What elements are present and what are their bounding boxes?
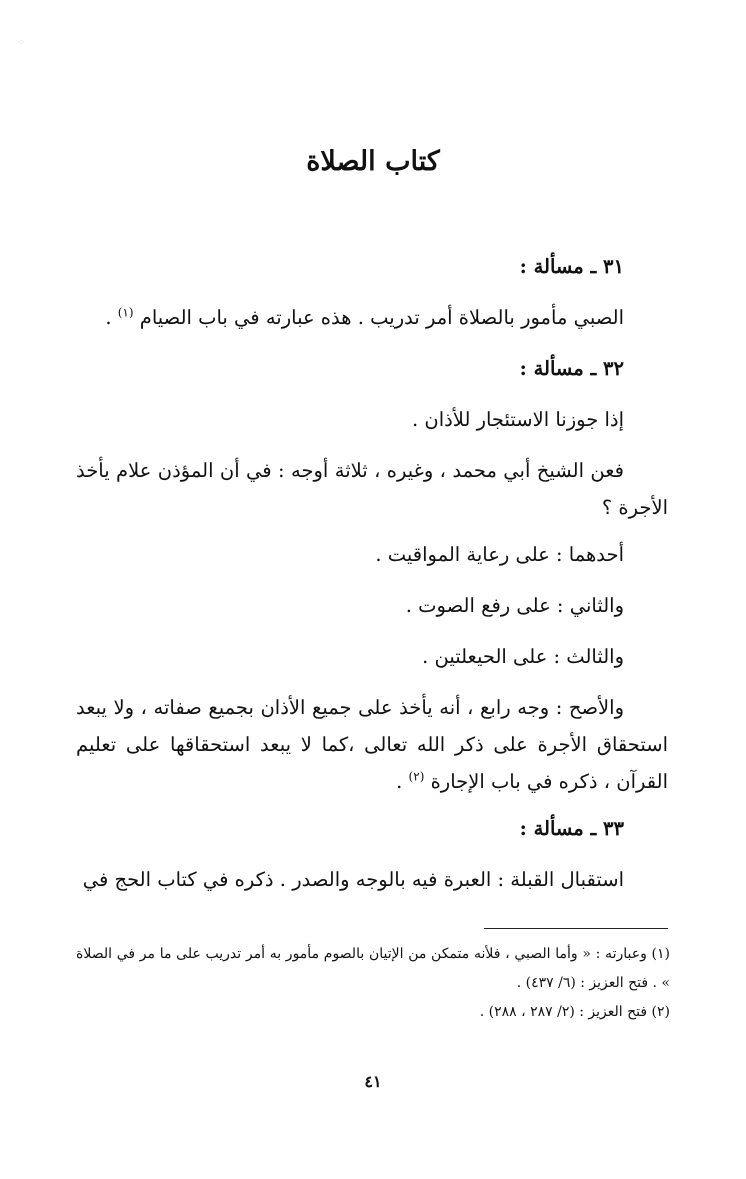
issue-31-heading: ٣١ ـ مسألة : xyxy=(519,255,624,278)
issue-31-text xyxy=(76,299,668,336)
issue-32-paragraph-5: والثالث : على الحيعلتين . xyxy=(422,645,624,668)
issue-33-heading: ٣٣ ـ مسألة : xyxy=(519,817,624,840)
footnote-1: (١) وعبارته : « وأما الصبي ، فلأنه متمكن من الإتيان بالصوم مأمور به أمر تدريب على ما مر في الصلاة » . فتح العزيز : (٦/ ٤٣٧) . xyxy=(76,946,670,991)
footnote-2: (٢) فتح العزيز : (٢/ ٢٨٧ ، ٢٨٨) . xyxy=(479,1004,670,1020)
issue-32-paragraph-1: إذا جوزنا الاستئجار للأذان . xyxy=(411,408,624,431)
issue-32-paragraph-6-body: والأصح : وجه رابع ، أنه يأخذ على جميع الأذان بجميع صفاته ، ولا يبعد استحقاق الأجرة على ذكر الله تعالى ،كما لا يبعد استحقاقها على تعليم القرآن ، ذكره في باب الإجارة xyxy=(76,696,668,793)
footnote-ref-2[interactable]: (٢) xyxy=(408,769,425,784)
issue-32-paragraph-4: والثاني : على رفع الصوت . xyxy=(405,594,624,617)
footnotes xyxy=(76,940,670,1027)
issue-32-paragraph-3: أحدهما : على رعاية المواقيت . xyxy=(375,543,624,566)
issue-31-body: الصبي مأمور بالصلاة أمر تدريب . هذه عبارته في باب الصيام xyxy=(139,306,624,329)
main-text xyxy=(76,248,668,912)
issue-32-paragraph-6 xyxy=(76,689,668,800)
issue-31-tail: . xyxy=(105,306,118,329)
issue-32-heading: ٣٢ ـ مسألة : xyxy=(519,357,624,380)
issue-32-paragraph-6-tail: . xyxy=(396,770,409,793)
footnote-ref-1[interactable]: (١) xyxy=(117,305,134,320)
footnote-divider xyxy=(484,928,668,929)
page-number: ٤١ xyxy=(364,1072,382,1091)
issue-33-paragraph-1: استقبال القبلة : العبرة فيه بالوجه والصدر . ذكره في كتاب الحج في xyxy=(82,868,624,891)
scan-speck-mark: ⁘ xyxy=(18,38,25,47)
issue-32-paragraph-2: فعن الشيخ أبي محمد ، وغيره ، ثلاثة أوجه : في أن المؤذن علام يأخذ الأجرة ؟ xyxy=(76,459,668,519)
chapter-title: كتاب الصلاة xyxy=(306,146,440,177)
